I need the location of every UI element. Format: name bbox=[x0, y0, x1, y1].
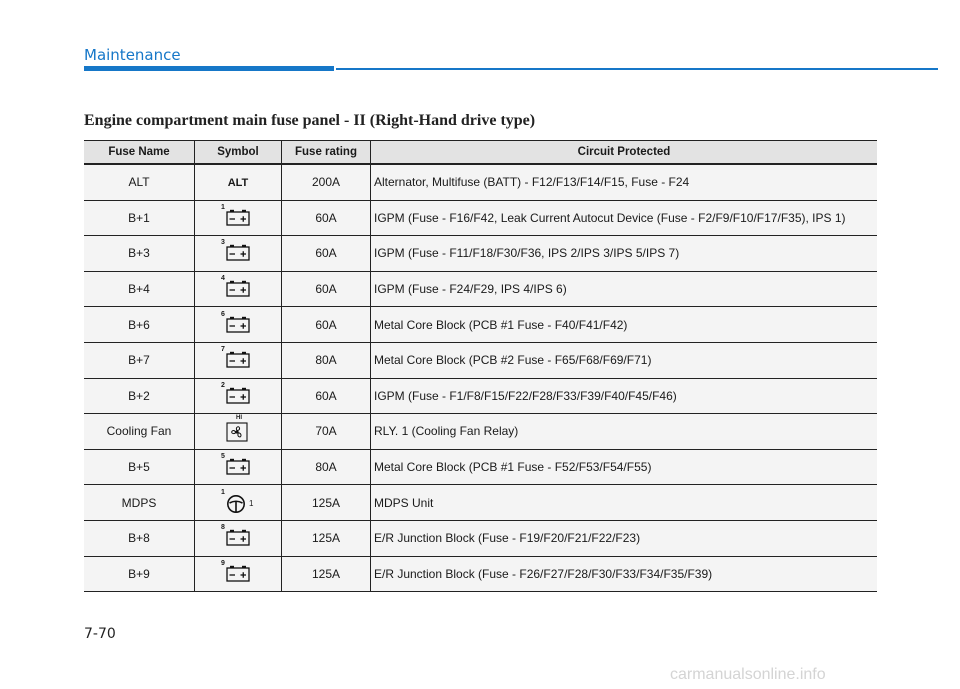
symbol-cell bbox=[195, 520, 282, 556]
section-header: Maintenance bbox=[84, 46, 181, 64]
table-row bbox=[84, 556, 877, 592]
symbol-cell bbox=[195, 200, 282, 236]
fuse-name-cell: B+9 bbox=[84, 556, 195, 592]
symbol-index: 9 bbox=[221, 559, 225, 567]
watermark: carmanualsonline.info bbox=[670, 666, 826, 683]
fuse-rating-cell: 60A bbox=[282, 236, 371, 272]
circuit-protected-cell: IGPM (Fuse - F1/F8/F15/F22/F28/F33/F39/F40/F45/F46) bbox=[371, 378, 878, 414]
fuse-rating-cell: 80A bbox=[282, 449, 371, 485]
table-row bbox=[84, 342, 877, 378]
circuit-protected-cell: MDPS Unit bbox=[371, 485, 878, 521]
page-number: 7-70 bbox=[84, 626, 116, 642]
circuit-protected-cell: IGPM (Fuse - F11/F18/F30/F36, IPS 2/IPS 3/IPS 5/IPS 7) bbox=[371, 236, 878, 272]
battery-icon bbox=[218, 559, 258, 586]
column-header-fuse-rating: Fuse rating bbox=[282, 141, 371, 165]
column-header-fuse-name: Fuse Name bbox=[84, 141, 195, 165]
symbol-index: 8 bbox=[221, 524, 225, 532]
circuit-protected-cell: IGPM (Fuse - F24/F29, IPS 4/IPS 6) bbox=[371, 271, 878, 307]
fuse-rating-cell: 125A bbox=[282, 520, 371, 556]
battery-icon bbox=[218, 277, 258, 301]
table-row bbox=[84, 449, 877, 485]
table-row bbox=[84, 307, 877, 343]
fuse-name-cell: B+8 bbox=[84, 520, 195, 556]
steering-wheel-icon bbox=[218, 488, 258, 515]
fuse-name-cell: B+6 bbox=[84, 307, 195, 343]
symbol-cell bbox=[195, 271, 282, 307]
circuit-protected-cell: Metal Core Block (PCB #1 Fuse - F40/F41/F42) bbox=[371, 307, 878, 343]
battery-icon bbox=[218, 526, 258, 550]
symbol-cell bbox=[195, 307, 282, 343]
symbol-cell bbox=[195, 342, 282, 378]
symbol-index: 7 bbox=[221, 346, 225, 354]
battery-icon bbox=[218, 455, 258, 479]
battery-icon bbox=[218, 241, 258, 265]
symbol-index: 1 bbox=[221, 488, 225, 496]
fuse-rating-cell: 60A bbox=[282, 200, 371, 236]
steering-index: 1 bbox=[249, 498, 254, 508]
alt-symbol-label: ALT bbox=[227, 177, 249, 190]
symbol-index: 5 bbox=[221, 453, 225, 461]
page-title: Engine compartment main fuse panel - II (Right-Hand drive type) bbox=[84, 112, 536, 129]
table-row bbox=[84, 236, 877, 272]
table-row bbox=[84, 200, 877, 236]
table-row bbox=[84, 520, 877, 556]
fuse-rating-cell: 200A bbox=[282, 164, 371, 200]
symbol-cell bbox=[195, 449, 282, 485]
cooling-fan-icon bbox=[218, 415, 258, 443]
symbol-index: 1 bbox=[221, 203, 225, 211]
fuse-table-body bbox=[84, 164, 877, 592]
table-row bbox=[84, 271, 877, 307]
table-row bbox=[84, 485, 877, 521]
symbol-index: 3 bbox=[221, 239, 225, 247]
battery-icon bbox=[218, 203, 258, 230]
circuit-protected-cell: Alternator, Multifuse (BATT) - F12/F13/F14/F15, Fuse - F24 bbox=[371, 164, 878, 200]
circuit-protected-cell: Metal Core Block (PCB #2 Fuse - F65/F68/F69/F71) bbox=[371, 342, 878, 378]
symbol-cell bbox=[195, 485, 282, 521]
fuse-name-cell: MDPS bbox=[84, 485, 195, 521]
symbol-index: HI bbox=[236, 415, 242, 422]
circuit-protected-cell: Metal Core Block (PCB #1 Fuse - F52/F53/F54/F55) bbox=[371, 449, 878, 485]
fuse-name-cell: ALT bbox=[84, 164, 195, 200]
fuse-rating-cell: 70A bbox=[282, 414, 371, 450]
fuse-rating-cell: 60A bbox=[282, 378, 371, 414]
fuse-rating-cell: 60A bbox=[282, 271, 371, 307]
symbol-cell bbox=[195, 236, 282, 272]
symbol-cell bbox=[195, 164, 282, 200]
fuse-rating-cell: 80A bbox=[282, 342, 371, 378]
fuse-rating-cell: 125A bbox=[282, 556, 371, 592]
fuse-rating-cell: 125A bbox=[282, 485, 371, 521]
fuse-name-cell: B+3 bbox=[84, 236, 195, 272]
circuit-protected-cell: E/R Junction Block (Fuse - F19/F20/F21/F22/F23) bbox=[371, 520, 878, 556]
column-header-symbol: Symbol bbox=[195, 141, 282, 165]
symbol-cell bbox=[195, 378, 282, 414]
circuit-protected-cell: RLY. 1 (Cooling Fan Relay) bbox=[371, 414, 878, 450]
fuse-name-cell: B+5 bbox=[84, 449, 195, 485]
table-row bbox=[84, 164, 877, 200]
table-row bbox=[84, 414, 877, 450]
symbol-index: 4 bbox=[221, 275, 225, 283]
header-rule-thin bbox=[336, 68, 938, 70]
column-header-circuit-protected: Circuit Protected bbox=[371, 141, 878, 165]
fuse-name-cell: Cooling Fan bbox=[84, 414, 195, 450]
fuse-name-cell: B+7 bbox=[84, 342, 195, 378]
battery-icon bbox=[218, 348, 258, 372]
fuse-table bbox=[84, 140, 877, 592]
symbol-cell bbox=[195, 414, 282, 450]
fuse-name-cell: B+1 bbox=[84, 200, 195, 236]
fuse-name-cell: B+4 bbox=[84, 271, 195, 307]
circuit-protected-cell: E/R Junction Block (Fuse - F26/F27/F28/F30/F33/F34/F35/F39) bbox=[371, 556, 878, 592]
header-rule-thick bbox=[84, 66, 334, 71]
battery-icon bbox=[218, 381, 258, 408]
symbol-cell bbox=[195, 556, 282, 592]
symbol-index: 2 bbox=[221, 381, 225, 389]
fuse-rating-cell: 60A bbox=[282, 307, 371, 343]
table-row bbox=[84, 378, 877, 414]
battery-icon bbox=[218, 310, 258, 337]
circuit-protected-cell: IGPM (Fuse - F16/F42, Leak Current Autocut Device (Fuse - F2/F9/F10/F17/F35), IPS 1) bbox=[371, 200, 878, 236]
fuse-name-cell: B+2 bbox=[84, 378, 195, 414]
table-header-row bbox=[84, 141, 877, 165]
symbol-index: 6 bbox=[221, 310, 225, 318]
